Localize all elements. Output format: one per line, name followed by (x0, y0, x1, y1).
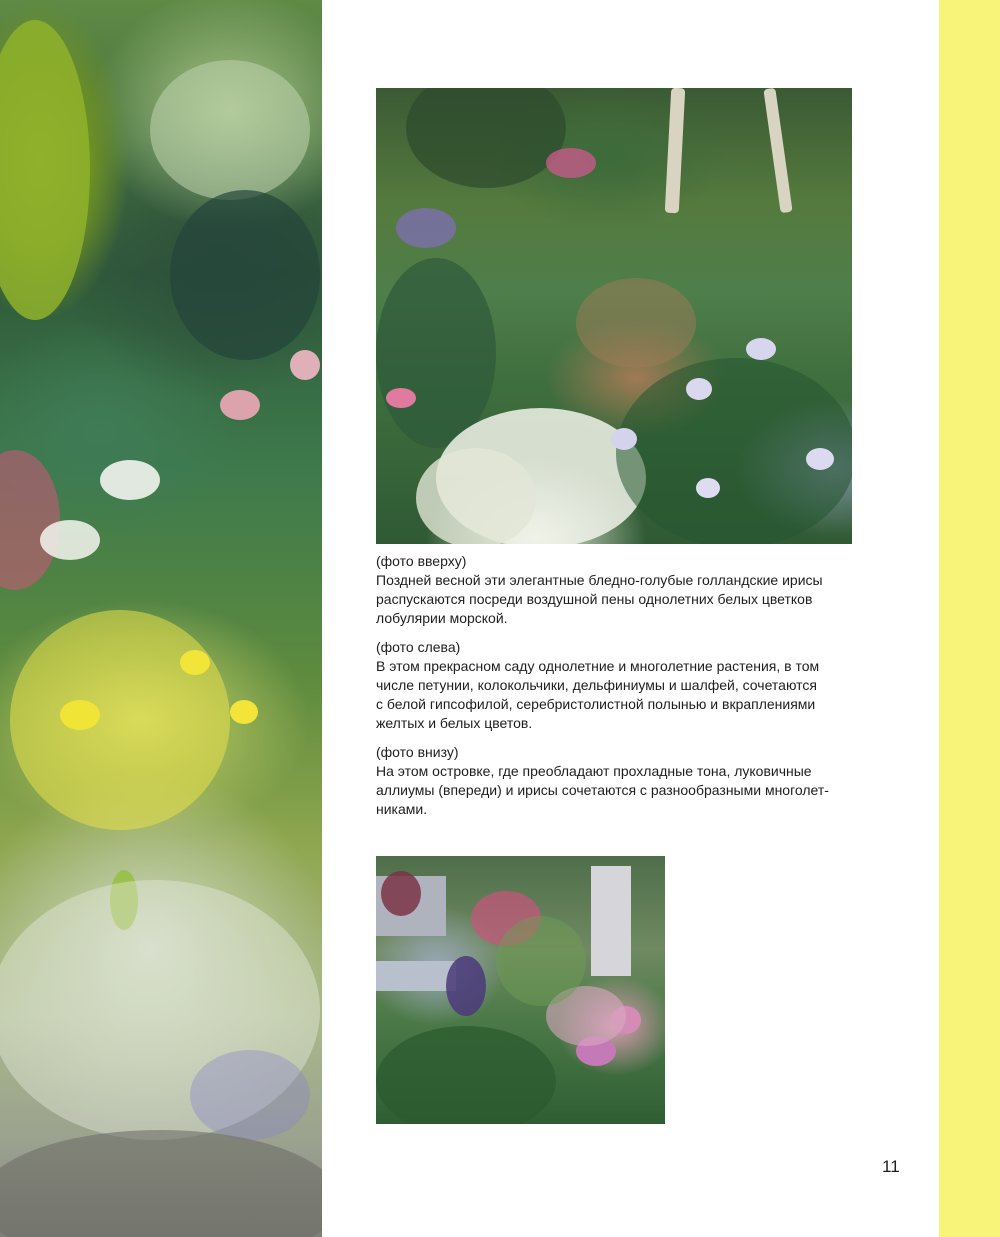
caption-bottom-photo (376, 743, 856, 819)
caption-left-photo (376, 638, 856, 733)
photo-captions (376, 552, 856, 829)
caption-text: Поздней весной эти элегантные бледно-голубые голландские ирисы распускаются посреди воздушной пены однолетних белых цветков лобулярии морской. (376, 572, 823, 626)
caption-heading: (фото вверху) (376, 553, 467, 569)
accent-strip (939, 0, 1000, 1237)
caption-top-photo (376, 552, 856, 628)
caption-text: На этом островке, где преобладают прохладные тона, луковичные аллиумы (впереди) и ирисы сочетаются с разнообразными многолет- никами. (376, 763, 829, 817)
caption-text: В этом прекрасном саду однолетние и многолетние растения, в том числе петунии, колокольчики, дельфиниумы и шалфей, сочетаются с белой гипсофилой, серебристолистной полынью и вкраплениями желтых и белых цветов. (376, 658, 820, 731)
page-number: 11 (882, 1157, 900, 1176)
caption-heading: (фото слева) (376, 639, 461, 655)
caption-heading: (фото внизу) (376, 744, 459, 760)
garden-photo-left (0, 0, 322, 1237)
garden-photo-bottom (376, 856, 665, 1124)
garden-photo-top (376, 88, 852, 544)
